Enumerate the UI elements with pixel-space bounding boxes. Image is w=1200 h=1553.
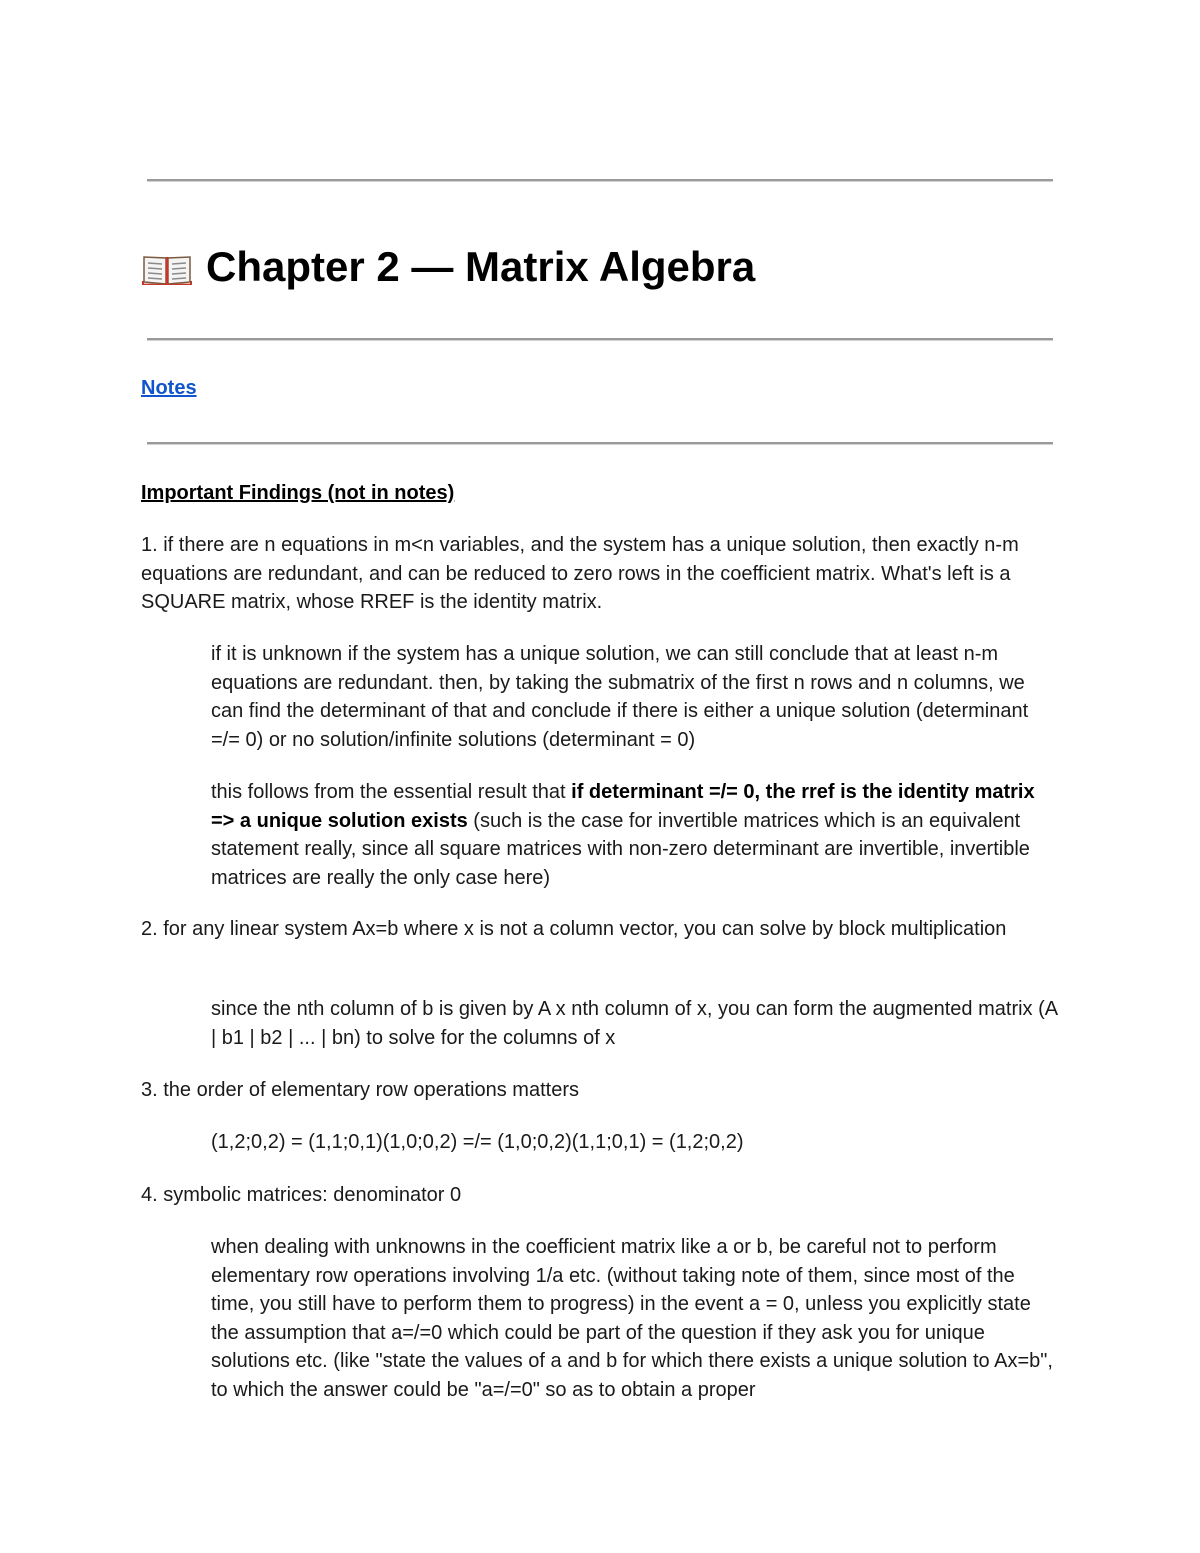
horizontal-rule-middle (147, 338, 1053, 341)
finding-1-subnote-a: if it is unknown if the system has a unique solution, we can still conclude that at least n-m equations are redundant. then, by taking the submatrix of the first n rows and n columns, we can find the determinant of that and conclude if there is either a unique solution (determinant =/= 0) or no solution/infinite solutions (determinant = 0) (211, 643, 1029, 751)
finding-1b-text-post: (such is the case for invertible matrices which is an equivalent statement really, since all square matrices with non-zero determinant are invertible, invertible matrices are really the only case here) (211, 809, 1030, 889)
page-title (142, 236, 755, 298)
horizontal-rule-top (147, 179, 1053, 182)
finding-1b-text-pre: this follows from the essential result that (211, 781, 572, 803)
horizontal-rule-bottom (147, 442, 1053, 445)
finding-3: 3. the order of elementary row operations matters (141, 1079, 579, 1101)
finding-4: 4. symbolic matrices: denominator 0 (141, 1184, 462, 1206)
finding-2: 2. for any linear system Ax=b where x is not a column vector, you can solve by block multiplication (141, 918, 1007, 940)
notes-link[interactable]: Notes (141, 377, 197, 399)
finding-3-example: (1,2;0,2) = (1,1;0,1)(1,0;0,2) =/= (1,0;0,2)(1,1;0,1) = (1,2;0,2) (211, 1131, 744, 1153)
page-title-text: Chapter 2 — Matrix Algebra (206, 243, 756, 290)
finding-2-subnote: since the nth column of b is given by A x nth column of x, you can form the augmented matrix (A | b1 | b2 | ... | bn) to solve for the columns of x (211, 998, 1057, 1049)
finding-4-subnote: when dealing with unknowns in the coefficient matrix like a or b, be careful not to perform elementary row operations involving 1/a etc. (without taking note of them, since most of the time, you still have to perform them to progress) in the event a = 0, unless you explicitly state the assumption that a=/=0 which could be part of the question if they ask you for unique solutions etc. (like "state the values of a and b for which there exists a unique solution to Ax=b", to which the answer could be "a=/=0" so as to obtain a proper (211, 1236, 1053, 1401)
finding-1-subnote-b (211, 778, 1061, 892)
finding-1b-bold-text: if determinant =/= 0, the rref is the identity matrix => a unique solution exists (211, 781, 1035, 832)
finding-1: 1. if there are n equations in m<n variables, and the system has a unique solution, then exactly n-m equations are redundant, and can be reduced to zero rows in the coefficient matrix. What's left is a SQUARE matrix, whose RREF is the identity matrix. (141, 534, 1019, 614)
section-heading: Important Findings (not in notes) (141, 482, 455, 504)
open-book-icon (142, 251, 192, 285)
